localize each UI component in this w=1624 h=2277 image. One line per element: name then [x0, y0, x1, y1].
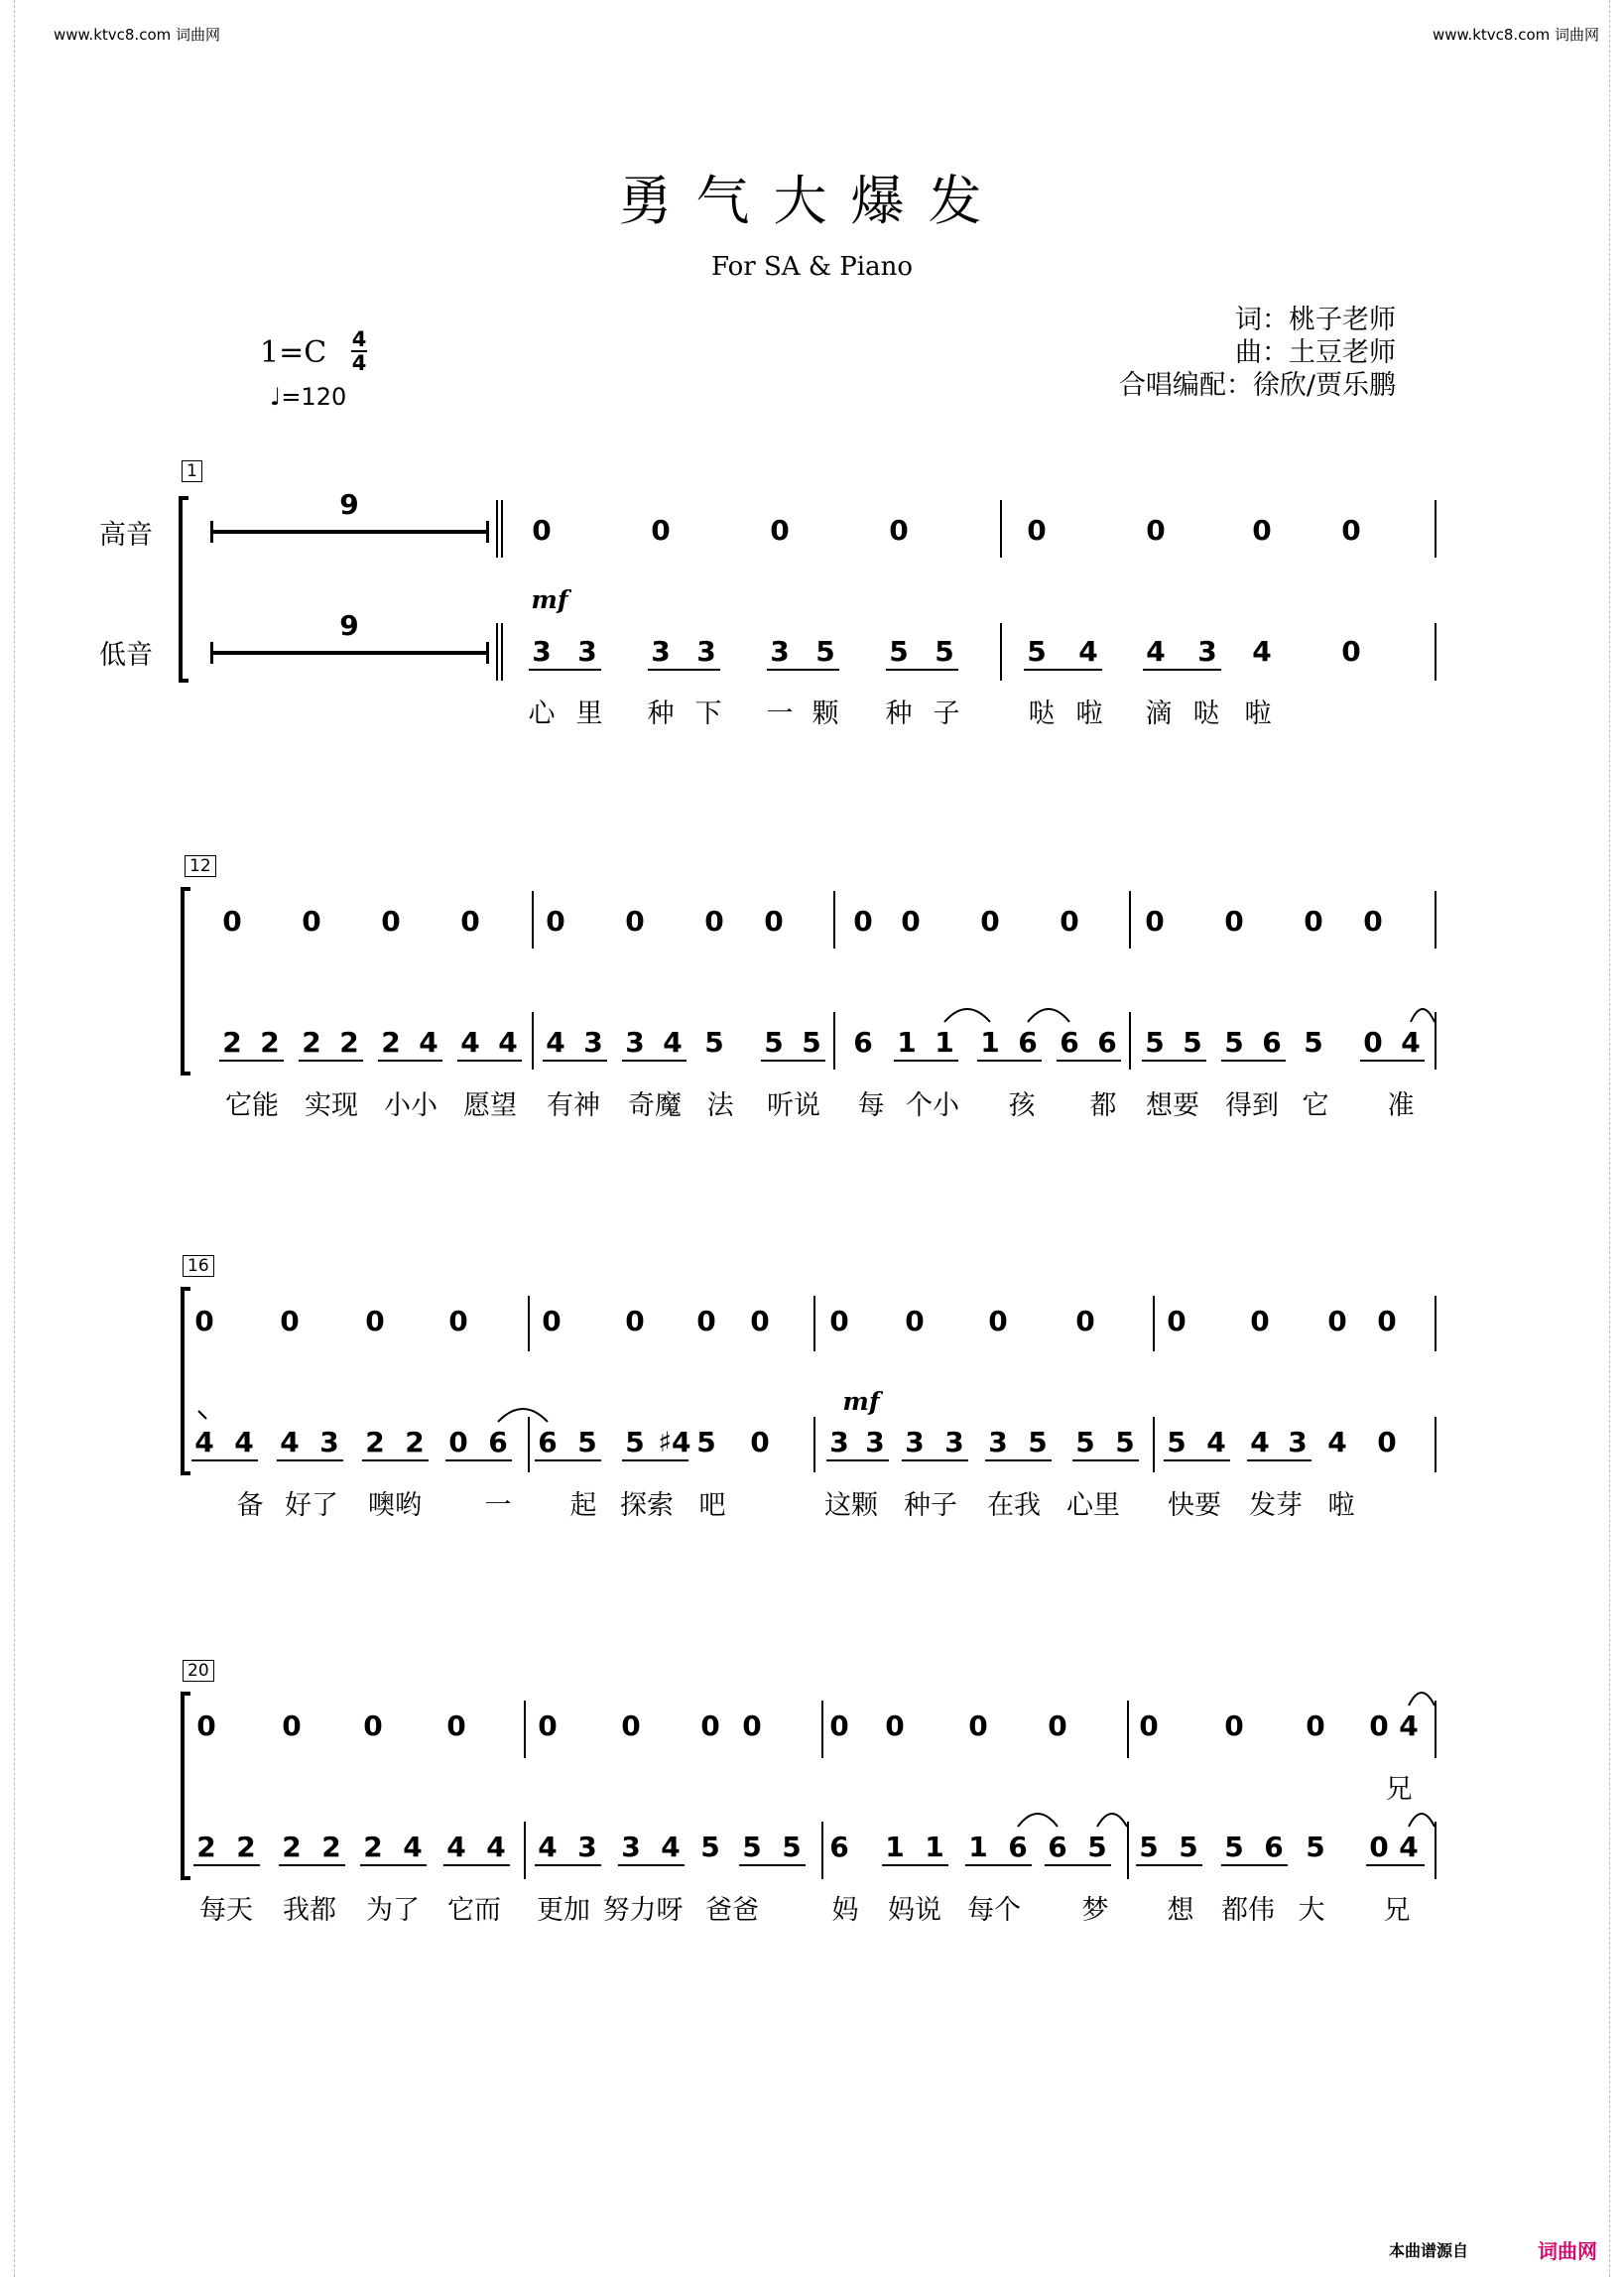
- alto-note: 5: [1183, 1026, 1202, 1059]
- alto-note: 1: [935, 1026, 954, 1059]
- alto-note: 6: [1048, 1831, 1067, 1863]
- soprano-note: 0: [1145, 905, 1165, 938]
- alto-note: 5: [696, 1426, 716, 1458]
- soprano-note: 0: [1027, 514, 1047, 547]
- lyric-syllable: 兄: [1383, 1895, 1411, 1926]
- lyric-syllable: 噢哟: [368, 1490, 422, 1521]
- header-watermark-left: www.ktvc8.com 词曲网: [54, 26, 221, 44]
- alto-note: 3: [1197, 635, 1217, 668]
- alto-note: 0: [1363, 1026, 1383, 1059]
- soprano-note: 0: [625, 905, 645, 938]
- alto-note: 5: [1139, 1831, 1159, 1863]
- alto-note: 1: [925, 1831, 944, 1863]
- lyric-syllable: 下: [694, 698, 722, 729]
- alto-note: 3: [319, 1426, 339, 1458]
- lyric-syllable: 种: [885, 698, 913, 729]
- alto-note: 2: [339, 1026, 359, 1059]
- dynamic-mf: mf: [842, 1387, 880, 1416]
- lyric-syllable: 都伟: [1221, 1895, 1275, 1926]
- measure-number: 16: [183, 1255, 214, 1277]
- alto-note: 4: [1252, 635, 1272, 668]
- score-title: 勇气大爆发: [618, 170, 1006, 232]
- alto-note: 3: [583, 1026, 603, 1059]
- alto-note: 5: [704, 1026, 724, 1059]
- soprano-note: 0: [1377, 1305, 1397, 1337]
- alto-note: 2: [196, 1831, 216, 1863]
- soprano-note: 0: [1075, 1305, 1095, 1337]
- alto-note: 2: [381, 1026, 401, 1059]
- soprano-note: 0: [1167, 1305, 1187, 1337]
- header-watermark-right: www.ktvc8.com 词曲网: [1433, 26, 1600, 44]
- alto-note: 3: [988, 1426, 1008, 1458]
- alto-note: 6: [1008, 1831, 1028, 1863]
- alto-note: 3: [905, 1426, 925, 1458]
- arranger-credit: 合唱编配：徐欣/贾乐鹏: [1118, 370, 1396, 401]
- alto-note: 1: [885, 1831, 905, 1863]
- alto-note: 2: [302, 1026, 321, 1059]
- alto-note: 3: [770, 635, 790, 668]
- footer-brand-logo: 词曲网: [1538, 2239, 1597, 2263]
- alto-note: 3: [625, 1026, 645, 1059]
- lyric-syllable: 里: [575, 698, 603, 729]
- soprano-note: 0: [742, 1709, 762, 1742]
- lyric-syllable: 有神: [547, 1090, 600, 1121]
- lyric-syllable: 奇魔: [628, 1090, 682, 1121]
- alto-note: 4: [1327, 1426, 1347, 1458]
- lyric-syllable: 啦: [1075, 698, 1103, 729]
- soprano-part-label: 高音: [99, 520, 153, 551]
- dynamic-mf: mf: [531, 585, 568, 614]
- tempo-marking: ♩=120: [270, 383, 347, 411]
- soprano-note: 0: [901, 905, 921, 938]
- soprano-note: 0: [1369, 1709, 1389, 1742]
- lyric-syllable: 梦: [1081, 1895, 1109, 1926]
- soprano-note: 0: [1304, 905, 1323, 938]
- alto-note: 3: [621, 1831, 641, 1863]
- soprano-note: 0: [696, 1305, 716, 1337]
- alto-note: 4: [538, 1831, 558, 1863]
- alto-note: 6: [1264, 1831, 1284, 1863]
- alto-note: 4: [498, 1026, 518, 1059]
- slur: [1409, 1814, 1435, 1827]
- alto-note: 4: [663, 1026, 683, 1059]
- soprano-note: 0: [222, 905, 242, 938]
- alto-note: 5: [802, 1026, 821, 1059]
- lyric-syllable: 发芽: [1249, 1490, 1303, 1521]
- alto-note: 2: [282, 1831, 302, 1863]
- alto-note: 6: [488, 1426, 508, 1458]
- lyric-syllable: 子: [933, 698, 960, 729]
- slur: [944, 1009, 990, 1022]
- slur: [1409, 1693, 1435, 1706]
- alto-note: 4: [1401, 1026, 1421, 1059]
- alto-note: 4: [403, 1831, 423, 1863]
- soprano-note: 0: [829, 1709, 849, 1742]
- alto-note: 5: [815, 635, 835, 668]
- soprano-note: 0: [885, 1709, 905, 1742]
- lyric-syllable: 每个: [967, 1895, 1021, 1926]
- soprano-note: 0: [1146, 514, 1166, 547]
- soprano-note: 0: [194, 1305, 214, 1337]
- slur: [1028, 1009, 1069, 1022]
- alto-note: 3: [829, 1426, 849, 1458]
- lyric-syllable: 一: [766, 698, 794, 729]
- alto-note: 3: [577, 1831, 597, 1863]
- measure-number: 1: [182, 460, 202, 482]
- alto-note: 6: [1018, 1026, 1038, 1059]
- alto-note: 0: [1377, 1426, 1397, 1458]
- lyric-syllable: 备: [236, 1490, 264, 1521]
- lyric-syllable: 探索: [620, 1490, 674, 1521]
- soprano-note: 0: [448, 1305, 468, 1337]
- soprano-note: 0: [1224, 1709, 1244, 1742]
- lyric-syllable: 实现: [305, 1090, 358, 1121]
- alto-note: 5: [577, 1426, 597, 1458]
- lyric-syllable: 想: [1167, 1895, 1194, 1926]
- lyric-syllable: 滴: [1145, 698, 1173, 729]
- alto-note: 4: [1206, 1426, 1226, 1458]
- alto-note: 4: [419, 1026, 438, 1059]
- alto-note: 4: [1250, 1426, 1270, 1458]
- slur: [1097, 1814, 1127, 1827]
- alto-note: 6: [1060, 1026, 1079, 1059]
- lyric-syllable: 心: [528, 698, 556, 729]
- multi-rest-count: 9: [339, 488, 359, 521]
- alto-note: 2: [405, 1426, 425, 1458]
- lyricist-credit: 词：桃子老师: [1235, 305, 1396, 335]
- lyric-syllable: 愿望: [463, 1090, 517, 1121]
- alto-note: 5: [625, 1426, 645, 1458]
- alto-note: 3: [577, 635, 597, 668]
- composer-credit: 曲：土豆老师: [1235, 337, 1396, 368]
- multi-rest-count: 9: [339, 609, 359, 642]
- lyric-syllable: 孩: [1008, 1090, 1036, 1121]
- soprano-note: 0: [196, 1709, 216, 1742]
- alto-note: 4: [1078, 635, 1098, 668]
- alto-note: 4: [280, 1426, 300, 1458]
- soprano-note: 0: [905, 1305, 925, 1337]
- lyric-syllable: 听说: [767, 1090, 820, 1121]
- alto-note: 0: [1369, 1831, 1389, 1863]
- alto-note: 4: [460, 1026, 480, 1059]
- soprano-note: 0: [1060, 905, 1079, 938]
- alto-note: 4: [661, 1831, 681, 1863]
- soprano-note: 4: [1399, 1709, 1419, 1742]
- alto-part-label: 低音: [99, 640, 153, 671]
- alto-note: 2: [321, 1831, 341, 1863]
- alto-note: 2: [222, 1026, 242, 1059]
- alto-note: 4: [546, 1026, 565, 1059]
- alto-note: 5: [742, 1831, 762, 1863]
- soprano-note: 0: [750, 1305, 770, 1337]
- alto-note: 1: [968, 1831, 988, 1863]
- soprano-note: 0: [1341, 514, 1361, 547]
- lyric-syllable: 吧: [698, 1490, 726, 1521]
- soprano-note: 0: [538, 1709, 558, 1742]
- soprano-note: 0: [363, 1709, 383, 1742]
- alto-note: 5: [700, 1831, 720, 1863]
- soprano-note: 0: [446, 1709, 466, 1742]
- soprano-note: 0: [889, 514, 909, 547]
- lyric-syllable: 起: [569, 1490, 597, 1521]
- lyric-syllable: 哒: [1192, 698, 1220, 729]
- alto-note: 5: [1167, 1426, 1187, 1458]
- alto-note: 0: [448, 1426, 468, 1458]
- alto-note: 4: [486, 1831, 506, 1863]
- alto-note: 6: [829, 1831, 849, 1863]
- soprano-note: 0: [764, 905, 784, 938]
- alto-note: 5: [1075, 1426, 1095, 1458]
- alto-note: 1: [980, 1026, 1000, 1059]
- alto-note: 4: [1146, 635, 1166, 668]
- soprano-note: 0: [532, 514, 552, 547]
- soprano-note: 0: [542, 1305, 562, 1337]
- soprano-note: 0: [1048, 1709, 1067, 1742]
- alto-note: 3: [944, 1426, 964, 1458]
- alto-note: 6: [1097, 1026, 1117, 1059]
- soprano-note: 0: [1363, 905, 1383, 938]
- lyric-syllable: 想要: [1146, 1090, 1199, 1121]
- lyric-syllable: 颗: [812, 698, 839, 729]
- soprano-note: 0: [381, 905, 401, 938]
- lyric-syllable: 个小: [906, 1090, 959, 1121]
- lyric-syllable: 得到: [1225, 1090, 1279, 1121]
- soprano-note: 0: [770, 514, 790, 547]
- alto-note: 5: [764, 1026, 784, 1059]
- lyric-syllable: 它能: [225, 1090, 279, 1121]
- lyric-syllable: 更加: [537, 1895, 590, 1926]
- slur: [1018, 1814, 1058, 1827]
- alto-note: 4: [194, 1426, 214, 1458]
- lyric-syllable: 为了: [366, 1895, 420, 1926]
- alto-note: 5: [1224, 1026, 1244, 1059]
- soprano-note: 0: [980, 905, 1000, 938]
- lyric-syllable: 小小: [384, 1090, 437, 1121]
- lyric-syllable: 准: [1387, 1090, 1415, 1121]
- lyric-syllable: 在我: [987, 1490, 1041, 1521]
- lyric-syllable: 爸爸: [705, 1895, 759, 1926]
- slur: [1411, 1009, 1435, 1022]
- alto-note: 4: [446, 1831, 466, 1863]
- measure-number: 12: [185, 855, 216, 877]
- alto-note: 5: [1115, 1426, 1135, 1458]
- lyric-syllable: 妈说: [888, 1895, 941, 1926]
- soprano-note: 0: [1250, 1305, 1270, 1337]
- lyric-syllable: 哒: [1028, 698, 1056, 729]
- soprano-note: 0: [651, 514, 671, 547]
- breath-mark: [198, 1411, 206, 1419]
- lyric-syllable: 啦: [1327, 1490, 1355, 1521]
- alto-note: 5: [1179, 1831, 1198, 1863]
- key-signature: 1=C: [260, 335, 327, 370]
- lyric-syllable: 妈: [831, 1895, 859, 1926]
- soprano-note: 0: [460, 905, 480, 938]
- alto-note: 2: [363, 1831, 383, 1863]
- soprano-note: 0: [280, 1305, 300, 1337]
- soprano-note: 0: [302, 905, 321, 938]
- footer-source-label: 本曲谱源自: [1389, 2241, 1469, 2260]
- soprano-note: 0: [1224, 905, 1244, 938]
- alto-note: 1: [897, 1026, 917, 1059]
- lyric-syllable: 法: [706, 1090, 734, 1121]
- lyric-syllable: 种: [647, 698, 675, 729]
- soprano-note: 0: [1139, 1709, 1159, 1742]
- alto-note: 2: [236, 1831, 256, 1863]
- soprano-note: 0: [829, 1305, 849, 1337]
- lyric-syllable: 它: [1302, 1090, 1329, 1121]
- soprano-note: 0: [968, 1709, 988, 1742]
- alto-note: 3: [532, 635, 552, 668]
- alto-note: 3: [1288, 1426, 1308, 1458]
- soprano-note: 0: [546, 905, 565, 938]
- soprano-lyric: 兄: [1385, 1774, 1413, 1805]
- soprano-note: 0: [704, 905, 724, 938]
- alto-note: 6: [538, 1426, 558, 1458]
- score-subtitle: For SA & Piano: [711, 252, 913, 282]
- lyric-syllable: 快要: [1168, 1490, 1221, 1521]
- alto-note: 2: [260, 1026, 280, 1059]
- soprano-note: 0: [625, 1305, 645, 1337]
- alto-note: 3: [696, 635, 716, 668]
- alto-note: 4: [234, 1426, 254, 1458]
- alto-note: ♯4: [658, 1426, 691, 1458]
- time-signature-top: 4: [351, 327, 367, 351]
- alto-note: 5: [782, 1831, 802, 1863]
- alto-note: 5: [1145, 1026, 1165, 1059]
- alto-note: 5: [1028, 1426, 1048, 1458]
- lyric-syllable: 每: [857, 1090, 885, 1121]
- soprano-note: 0: [853, 905, 873, 938]
- lyric-syllable: 一: [484, 1490, 512, 1521]
- soprano-note: 0: [988, 1305, 1008, 1337]
- lyric-syllable: 啦: [1244, 698, 1272, 729]
- alto-note: 3: [651, 635, 671, 668]
- lyric-syllable: 它而: [447, 1895, 501, 1926]
- slur: [498, 1409, 548, 1422]
- soprano-note: 0: [365, 1305, 385, 1337]
- soprano-note: 0: [1306, 1709, 1325, 1742]
- alto-note: 3: [865, 1426, 885, 1458]
- alto-note: 0: [750, 1426, 770, 1458]
- soprano-note: 0: [1327, 1305, 1347, 1337]
- lyric-syllable: 我都: [283, 1895, 336, 1926]
- alto-note: 6: [1262, 1026, 1282, 1059]
- lyric-syllable: 这颗: [824, 1490, 878, 1521]
- alto-note: 5: [1224, 1831, 1244, 1863]
- soprano-note: 0: [282, 1709, 302, 1742]
- alto-note: 0: [1341, 635, 1361, 668]
- soprano-note: 0: [1252, 514, 1272, 547]
- soprano-note: 0: [621, 1709, 641, 1742]
- lyric-syllable: 每天: [199, 1895, 253, 1926]
- alto-note: 6: [853, 1026, 873, 1059]
- lyric-syllable: 心里: [1066, 1490, 1120, 1521]
- alto-note: 4: [1399, 1831, 1419, 1863]
- alto-note: 5: [1027, 635, 1047, 668]
- lyric-syllable: 大: [1298, 1895, 1325, 1926]
- alto-note: 5: [1304, 1026, 1323, 1059]
- alto-note: 5: [1306, 1831, 1325, 1863]
- measure-number: 20: [183, 1660, 214, 1682]
- alto-note: 5: [889, 635, 909, 668]
- lyric-syllable: 都: [1089, 1090, 1117, 1121]
- alto-note: 5: [935, 635, 954, 668]
- time-signature-bottom: 4: [351, 351, 367, 375]
- lyric-syllable: 好了: [285, 1490, 338, 1521]
- lyric-syllable: 种子: [904, 1490, 957, 1521]
- lyric-syllable: 努力呀: [602, 1895, 684, 1926]
- soprano-note: 0: [700, 1709, 720, 1742]
- alto-note: 2: [365, 1426, 385, 1458]
- alto-note: 5: [1087, 1831, 1107, 1863]
